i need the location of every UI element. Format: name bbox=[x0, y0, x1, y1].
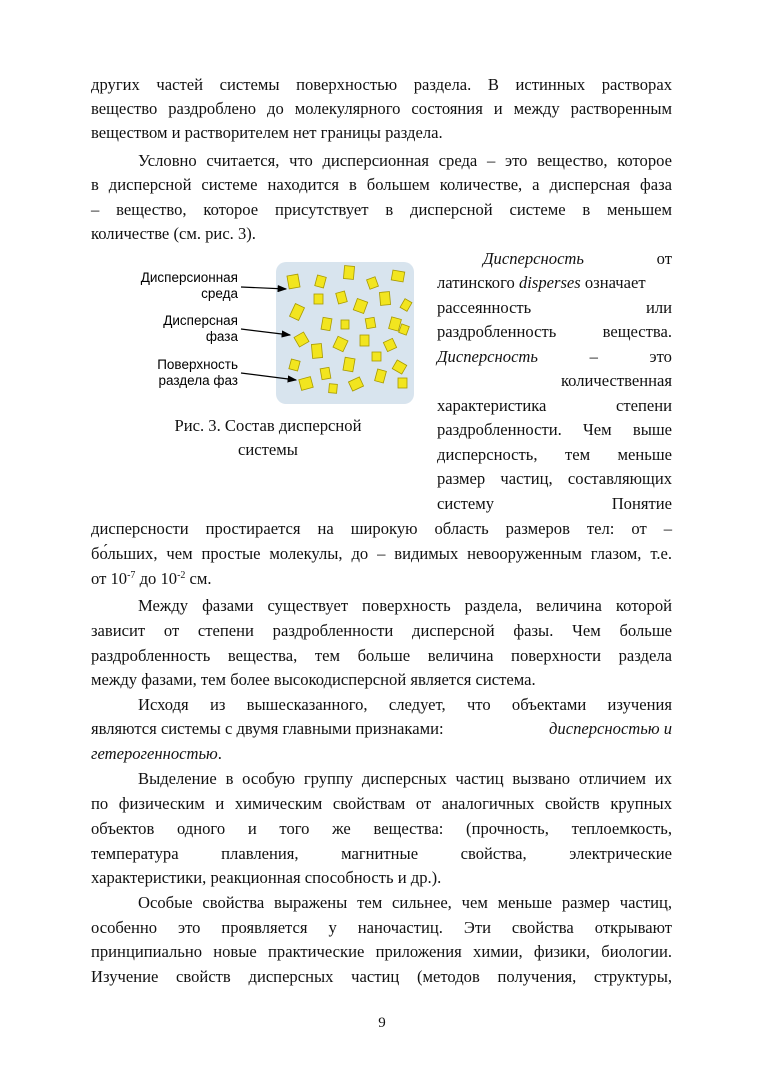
page-number: 9 bbox=[378, 1015, 386, 1031]
particle bbox=[321, 317, 332, 330]
particle bbox=[360, 335, 369, 346]
particle bbox=[343, 266, 354, 280]
body-text-line: дисперсность, тем меньше bbox=[437, 445, 672, 464]
particle bbox=[294, 332, 309, 347]
dispersed-particles bbox=[287, 266, 412, 394]
body-text-line: латинского disperses означает bbox=[437, 273, 646, 292]
figure-label-surface: Поверхность раздела фаз bbox=[157, 357, 238, 388]
body-text-line: Дисперсность – это bbox=[437, 347, 672, 366]
body-text-line: бо́льших, чем простые молекулы, до – видимых невооруженным глазом, т.е. bbox=[91, 544, 672, 563]
body-text-line: Особые свойства выражены тем сильнее, чем меньше размер частиц, bbox=[138, 893, 672, 912]
body-text-line: раздробленность вещества, тем больше величина поверхности раздела bbox=[91, 646, 672, 665]
body-text-line: количественная bbox=[560, 371, 672, 390]
body-text-line: Изучение свойств дисперсных частиц (методов получения, структуры, bbox=[91, 967, 672, 986]
particle bbox=[379, 292, 390, 306]
body-text-line: по физическим и химическим свойствам от аналогичных свойств крупных bbox=[91, 794, 672, 813]
particle bbox=[289, 359, 300, 371]
body-text-line: вещество раздроблено до молекулярного состояния и между растворенным bbox=[91, 99, 672, 118]
dispersion-medium-box bbox=[276, 262, 414, 404]
particle bbox=[375, 369, 387, 383]
body-text-line: характеристики, реакционная способность и др.). bbox=[91, 868, 442, 887]
body-text-line: раздробленности. Чем выше bbox=[437, 420, 672, 439]
particle bbox=[398, 378, 407, 388]
arrow-medium bbox=[241, 287, 286, 289]
particle bbox=[336, 291, 348, 304]
particle bbox=[341, 320, 349, 329]
particle bbox=[320, 367, 331, 379]
body-text-line: являются системы с двумя главными признаками: дисперсностью и bbox=[91, 719, 672, 738]
particle bbox=[372, 352, 381, 361]
particle bbox=[353, 298, 367, 313]
body-text-line: характеристика степени bbox=[437, 396, 672, 415]
body-text-line: принципиально новые практические приложения химии, физики, биологии. bbox=[91, 942, 672, 961]
figure-caption-line: системы bbox=[238, 440, 298, 459]
particle bbox=[343, 357, 355, 372]
particle bbox=[365, 317, 376, 328]
figure-label-phase: Дисперсная фаза bbox=[163, 313, 238, 344]
body-text-line: Между фазами существует поверхность раздела, величина которой bbox=[138, 596, 672, 615]
body-text-line: количестве (см. рис. 3). bbox=[91, 224, 256, 243]
particle bbox=[311, 344, 322, 359]
body-text-line: Исходя из вышесказанного, следует, что объектами изучения bbox=[138, 695, 672, 714]
body-text-line: в дисперсной системе находится в большем количестве, а дисперсная фаза bbox=[91, 175, 672, 194]
body-text-line: зависит от степени раздробленности дисперсной фазы. Чем больше bbox=[91, 621, 672, 640]
arrow-phase bbox=[241, 329, 290, 335]
body-text-line: гетерогенностью. bbox=[91, 744, 222, 763]
particle bbox=[399, 324, 410, 335]
body-text-line: от $10^{-7}$ до $10^{-2}$ см. bbox=[91, 569, 212, 588]
particle bbox=[315, 275, 327, 288]
body-text-line: рассеянность или bbox=[437, 298, 672, 317]
body-text-line: между фазами, тем более высокодисперсной является система. bbox=[91, 670, 536, 689]
body-text-line: объектов одного и того же вещества: (прочность, теплоемкость, bbox=[91, 819, 672, 838]
figure-caption-line: Рис. 3. Состав дисперсной bbox=[174, 416, 362, 435]
particle bbox=[314, 294, 323, 304]
particle bbox=[367, 277, 379, 289]
body-text-line: веществом и растворителем нет границы раздела. bbox=[91, 123, 443, 142]
figure-label-medium: Дисперсионная среда bbox=[140, 270, 238, 301]
particle bbox=[299, 377, 313, 391]
body-text-line: систему Понятие bbox=[437, 494, 672, 513]
particle bbox=[290, 304, 305, 321]
particle bbox=[392, 360, 407, 374]
particle bbox=[391, 270, 405, 282]
body-text-line: размер частиц, составляющих bbox=[437, 469, 672, 488]
body-text-line: Дисперсность от bbox=[483, 249, 672, 268]
particle bbox=[400, 299, 412, 312]
particle bbox=[383, 338, 396, 351]
particle bbox=[348, 377, 363, 391]
particle bbox=[389, 317, 402, 331]
particle bbox=[333, 336, 348, 352]
arrow-surface bbox=[241, 373, 296, 380]
body-text-line: особенно это проявляется у наночастиц. Эти свойства открывают bbox=[91, 918, 672, 937]
particle bbox=[287, 274, 300, 289]
body-text-line: – вещество, которое присутствует в дисперсной системе в меньшем bbox=[91, 200, 672, 219]
body-text-line: других частей системы поверхностью раздела. В истинных растворах bbox=[91, 75, 672, 94]
body-text-line: температура плавления, магнитные свойства, электрические bbox=[91, 844, 672, 863]
body-text-line: дисперсности простирается на широкую область размеров тел: от – bbox=[91, 519, 672, 538]
body-text-line: Условно считается, что дисперсионная среда – это вещество, которое bbox=[138, 151, 672, 170]
particle bbox=[329, 384, 338, 394]
body-text-line: раздробленность вещества. bbox=[437, 322, 672, 341]
body-text-line: Выделение в особую группу дисперсных частиц вызвано отличием их bbox=[138, 769, 672, 788]
